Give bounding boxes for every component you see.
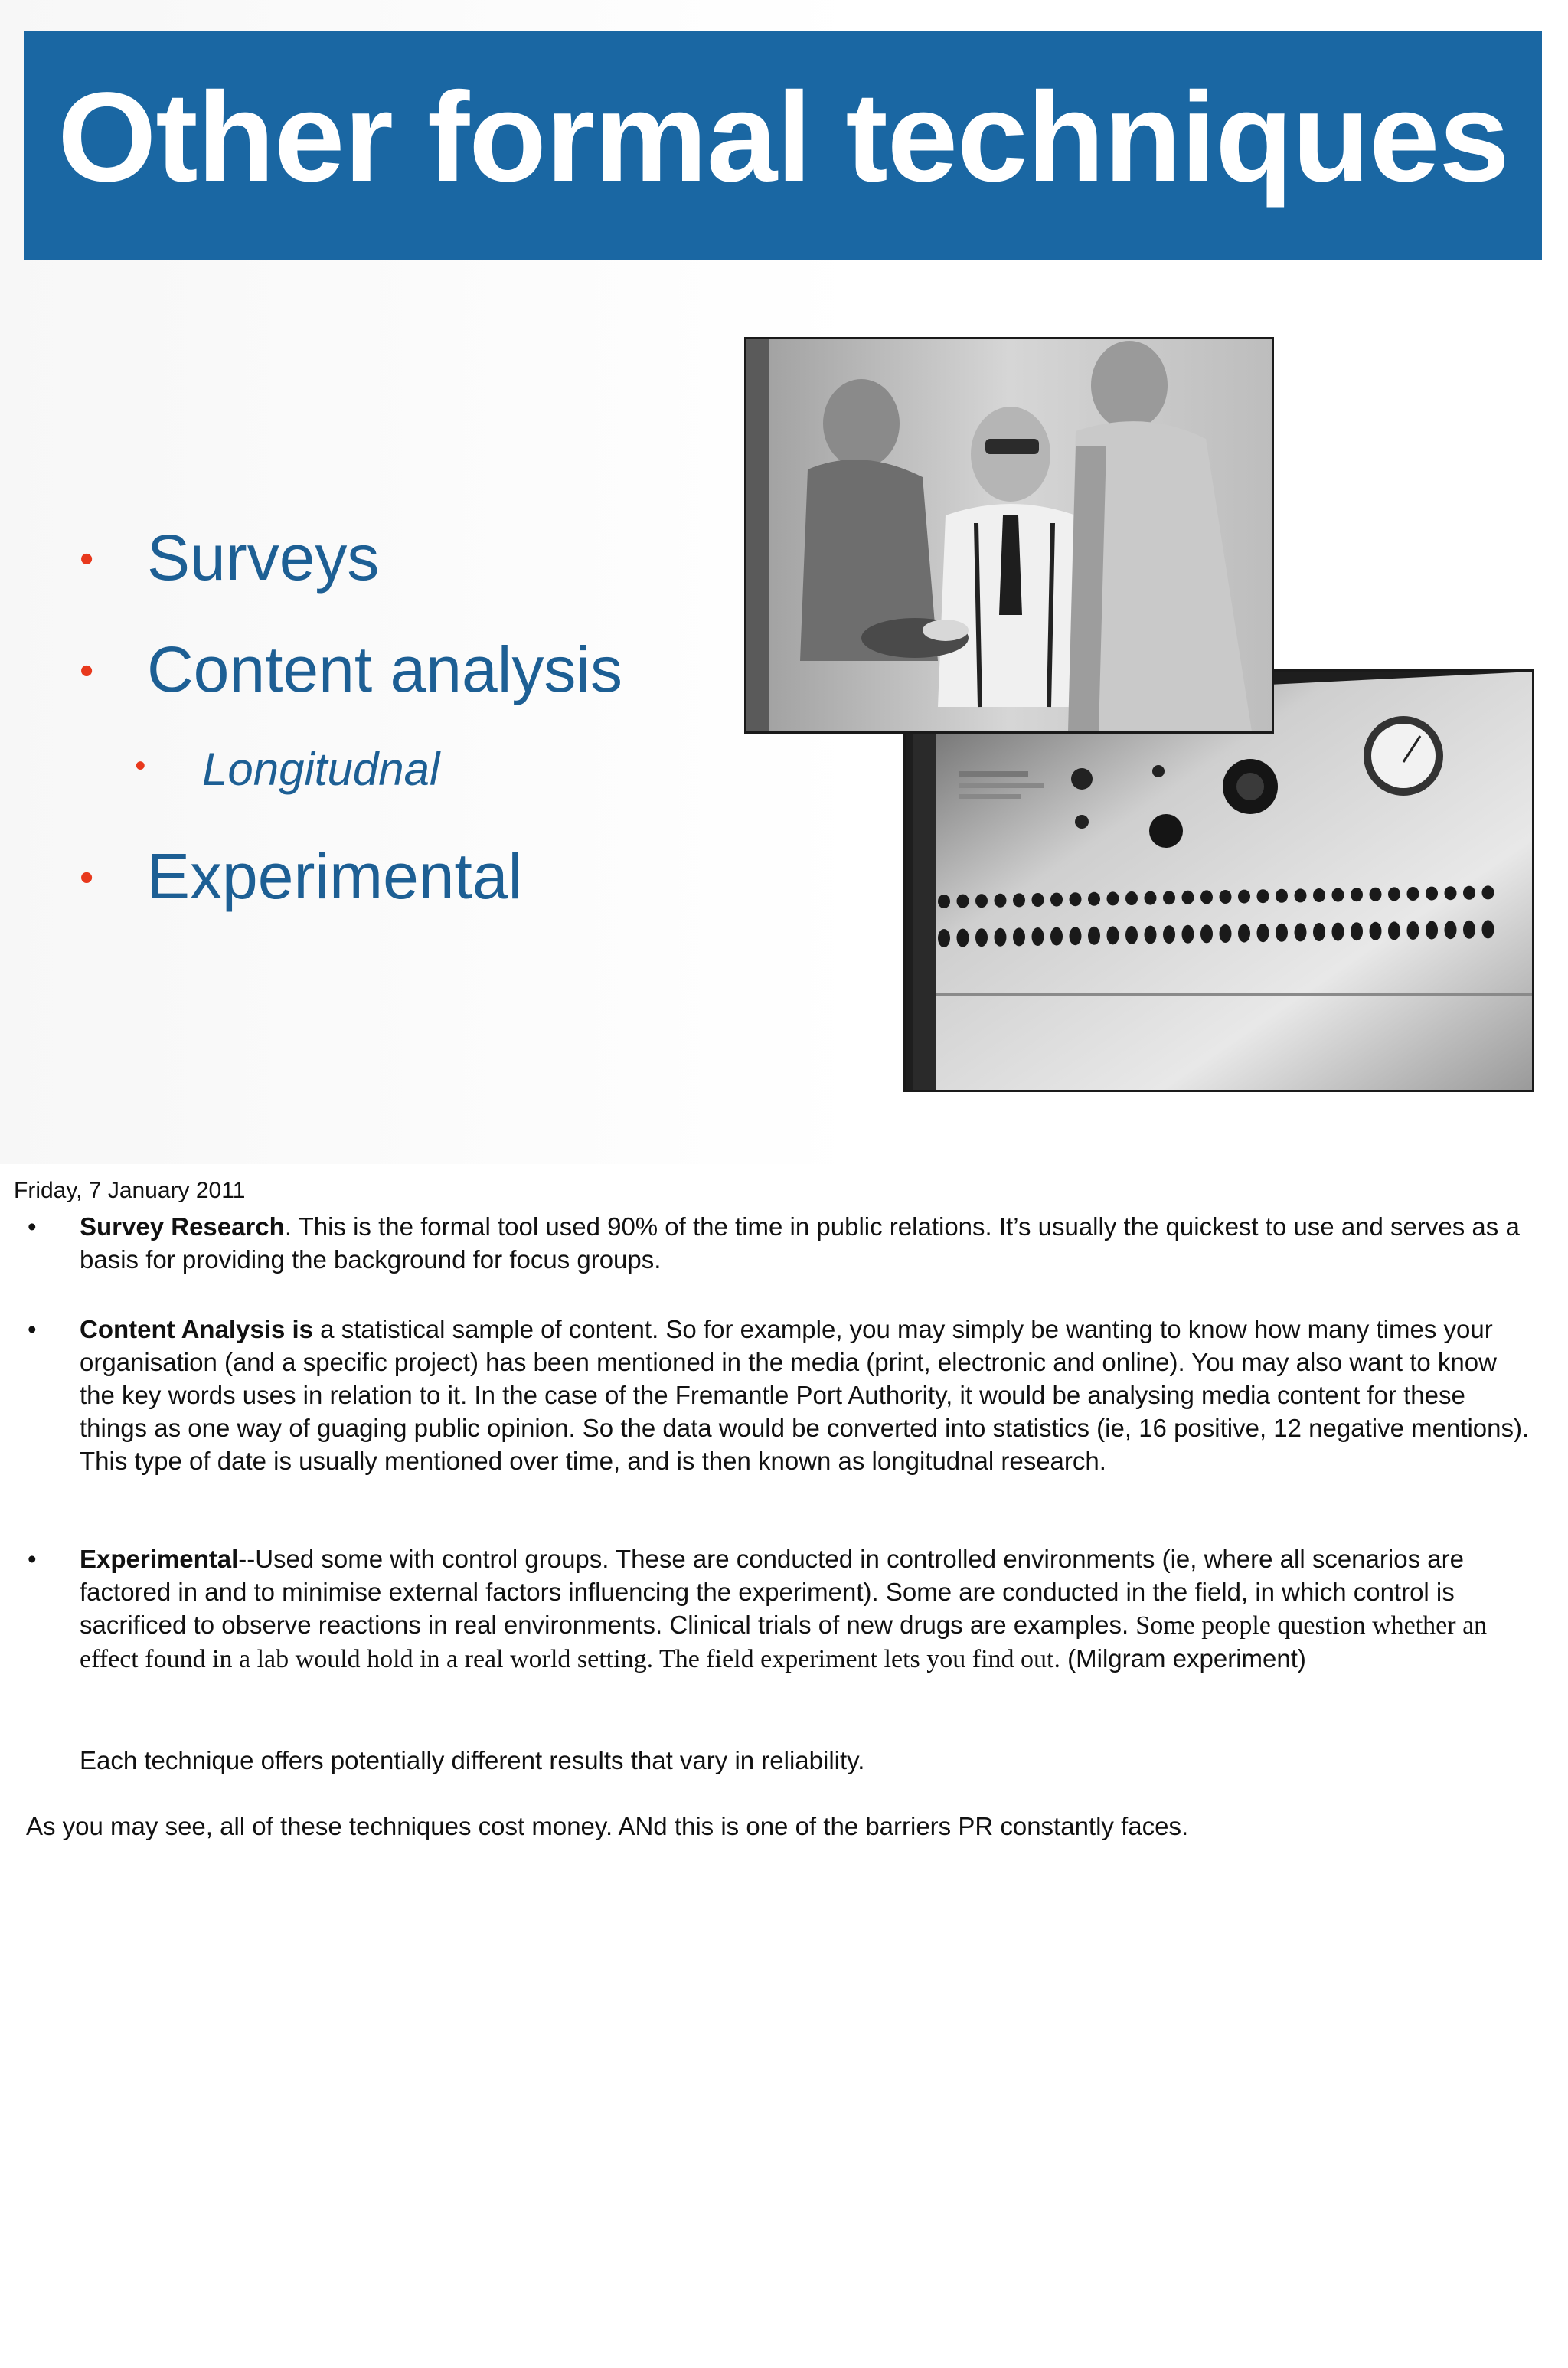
toggle-switch bbox=[1426, 921, 1438, 940]
toggle-switch bbox=[1332, 888, 1344, 902]
notes-date: Friday, 7 January 2011 bbox=[14, 1178, 246, 1203]
toggle-switch bbox=[1238, 890, 1250, 904]
bullet-dot-icon: • bbox=[135, 749, 146, 783]
toggle-switch bbox=[1125, 891, 1138, 905]
note-serif-quote: Some people question whether an effect found in a lab would hold in a real world setting. The field experiment lets you find out. bbox=[80, 1611, 1488, 1673]
toggle-switch bbox=[1482, 920, 1494, 938]
toggle-switch bbox=[1032, 927, 1044, 946]
bullet-label: Longitudnal bbox=[202, 744, 440, 795]
toggle-switch bbox=[1463, 886, 1475, 900]
toggle-switch bbox=[1295, 888, 1307, 902]
toggle-switch bbox=[1145, 891, 1157, 905]
note-paragraph: Each technique offers potentially different results that vary in reliability. bbox=[80, 1746, 865, 1774]
bullet-longitudnal bbox=[135, 743, 440, 796]
note-body: a statistical sample of content. So for example, you may simply be wanting to know how many times your organisation (and a specific project) has been mentioned in the media (print, electronic and online). You may also want to know the key words uses in relation to it. In the case of the Fremantle Port Authority, it would be analysing media content for these things as one way of guaging public opinion. So the data would be converted into statistics (ie, 16 positive, 12 negative mentions). This type of date is usually mentioned over time, and is then known as longitudnal research. bbox=[80, 1315, 1530, 1475]
note-bullet-icon: • bbox=[28, 1212, 37, 1241]
toggle-switch bbox=[1182, 925, 1194, 944]
note-closing: As you may see, all of these techniques cost money. ANd this is one of the barriers PR constantly faces. bbox=[26, 1812, 1189, 1840]
toggle-switch bbox=[1313, 923, 1325, 941]
bullet-surveys bbox=[80, 521, 380, 595]
toggle-switch bbox=[1032, 893, 1044, 907]
title-bar bbox=[24, 31, 1542, 260]
toggle-switch bbox=[957, 929, 969, 947]
toggle-switch bbox=[1013, 893, 1025, 907]
toggle-switch bbox=[1088, 892, 1100, 906]
toggle-switch bbox=[1370, 922, 1382, 940]
toggle-switch bbox=[1070, 892, 1082, 906]
toggle-switch bbox=[1407, 887, 1419, 901]
milgram-experiment-photo bbox=[744, 337, 1274, 734]
toggle-switch bbox=[1445, 921, 1457, 939]
note-content-analysis bbox=[28, 1313, 1534, 1477]
note-experimental bbox=[28, 1542, 1534, 1676]
note-bullet-icon: • bbox=[28, 1545, 37, 1573]
bullet-experimental bbox=[80, 839, 523, 914]
toggle-switch bbox=[1070, 927, 1082, 945]
people-illustration bbox=[746, 339, 1272, 731]
note-survey-research bbox=[28, 1210, 1534, 1276]
toggle-switch bbox=[1426, 887, 1438, 901]
shock-generator-illustration bbox=[906, 672, 1532, 1090]
bullet-content-analysis bbox=[80, 633, 623, 707]
toggle-switch bbox=[1050, 893, 1063, 907]
toggle-switch bbox=[995, 894, 1007, 908]
bullet-dot-icon: • bbox=[80, 855, 94, 900]
toggle-switch bbox=[1482, 885, 1494, 899]
toggle-switch bbox=[1351, 888, 1363, 901]
bullet-dot-icon: • bbox=[80, 537, 94, 581]
note-body: --Used some with control groups. These are conducted in controlled environments (ie, where all scenarios are factored in and to minimise external factors influencing the experiment). Some are conducted in the field, in which control is sacrificed to observe reactions in real environments. Clinical trials of new drugs are examples. bbox=[80, 1545, 1464, 1639]
toggle-switch bbox=[1463, 921, 1475, 939]
toggle-switch bbox=[975, 928, 988, 947]
toggle-switch bbox=[938, 929, 950, 947]
toggle-switch bbox=[1295, 923, 1307, 941]
bullet-label: Experimental bbox=[147, 840, 523, 912]
toggle-switch bbox=[1276, 889, 1288, 903]
note-tail: (Milgram experiment) bbox=[1060, 1644, 1306, 1673]
toggle-switch bbox=[1125, 926, 1138, 944]
note-heading: Content Analysis is bbox=[80, 1315, 314, 1343]
slide-title: Other formal techniques bbox=[57, 67, 1509, 208]
bullet-label: Content analysis bbox=[147, 633, 623, 705]
toggle-switch bbox=[1200, 924, 1213, 943]
toggle-switch bbox=[1145, 926, 1157, 944]
toggle-switch bbox=[1257, 889, 1269, 903]
toggle-switch bbox=[1163, 925, 1175, 944]
toggle-switch bbox=[1445, 886, 1457, 900]
note-heading: Survey Research bbox=[80, 1212, 285, 1241]
slide bbox=[0, 0, 1568, 1164]
toggle-switch bbox=[1388, 887, 1400, 901]
toggle-switch bbox=[1182, 891, 1194, 904]
toggle-switch bbox=[1050, 927, 1063, 946]
toggle-switch bbox=[1200, 890, 1213, 904]
toggle-switch bbox=[1332, 923, 1344, 941]
toggle-switch bbox=[995, 928, 1007, 947]
toggle-switch bbox=[1163, 891, 1175, 904]
toggle-switch bbox=[938, 895, 950, 908]
toggle-switch bbox=[957, 895, 969, 908]
bullet-dot-icon: • bbox=[80, 649, 94, 693]
toggle-switch bbox=[1220, 890, 1232, 904]
note-bullet-icon: • bbox=[28, 1315, 37, 1343]
toggle-switch bbox=[1276, 924, 1288, 942]
toggle-switch bbox=[1388, 921, 1400, 940]
note-body: . This is the formal tool used 90% of the time in public relations. It’s usually the quickest to use and serves as a basis for providing the background for focus groups. bbox=[80, 1212, 1520, 1274]
bullet-label: Surveys bbox=[147, 522, 380, 594]
toggle-switch bbox=[1257, 924, 1269, 942]
toggle-switch bbox=[1107, 891, 1119, 905]
toggle-switch bbox=[1013, 927, 1025, 946]
toggle-switch bbox=[1313, 888, 1325, 902]
toggle-switch bbox=[1107, 926, 1119, 944]
toggle-switch bbox=[1370, 888, 1382, 901]
toggle-switch bbox=[1351, 922, 1363, 940]
toggle-switch bbox=[1088, 927, 1100, 945]
note-heading: Experimental bbox=[80, 1545, 239, 1573]
toggle-switch bbox=[1238, 924, 1250, 943]
toggle-switch bbox=[1407, 921, 1419, 940]
toggle-switch bbox=[1220, 924, 1232, 943]
toggle-switch bbox=[975, 894, 988, 908]
